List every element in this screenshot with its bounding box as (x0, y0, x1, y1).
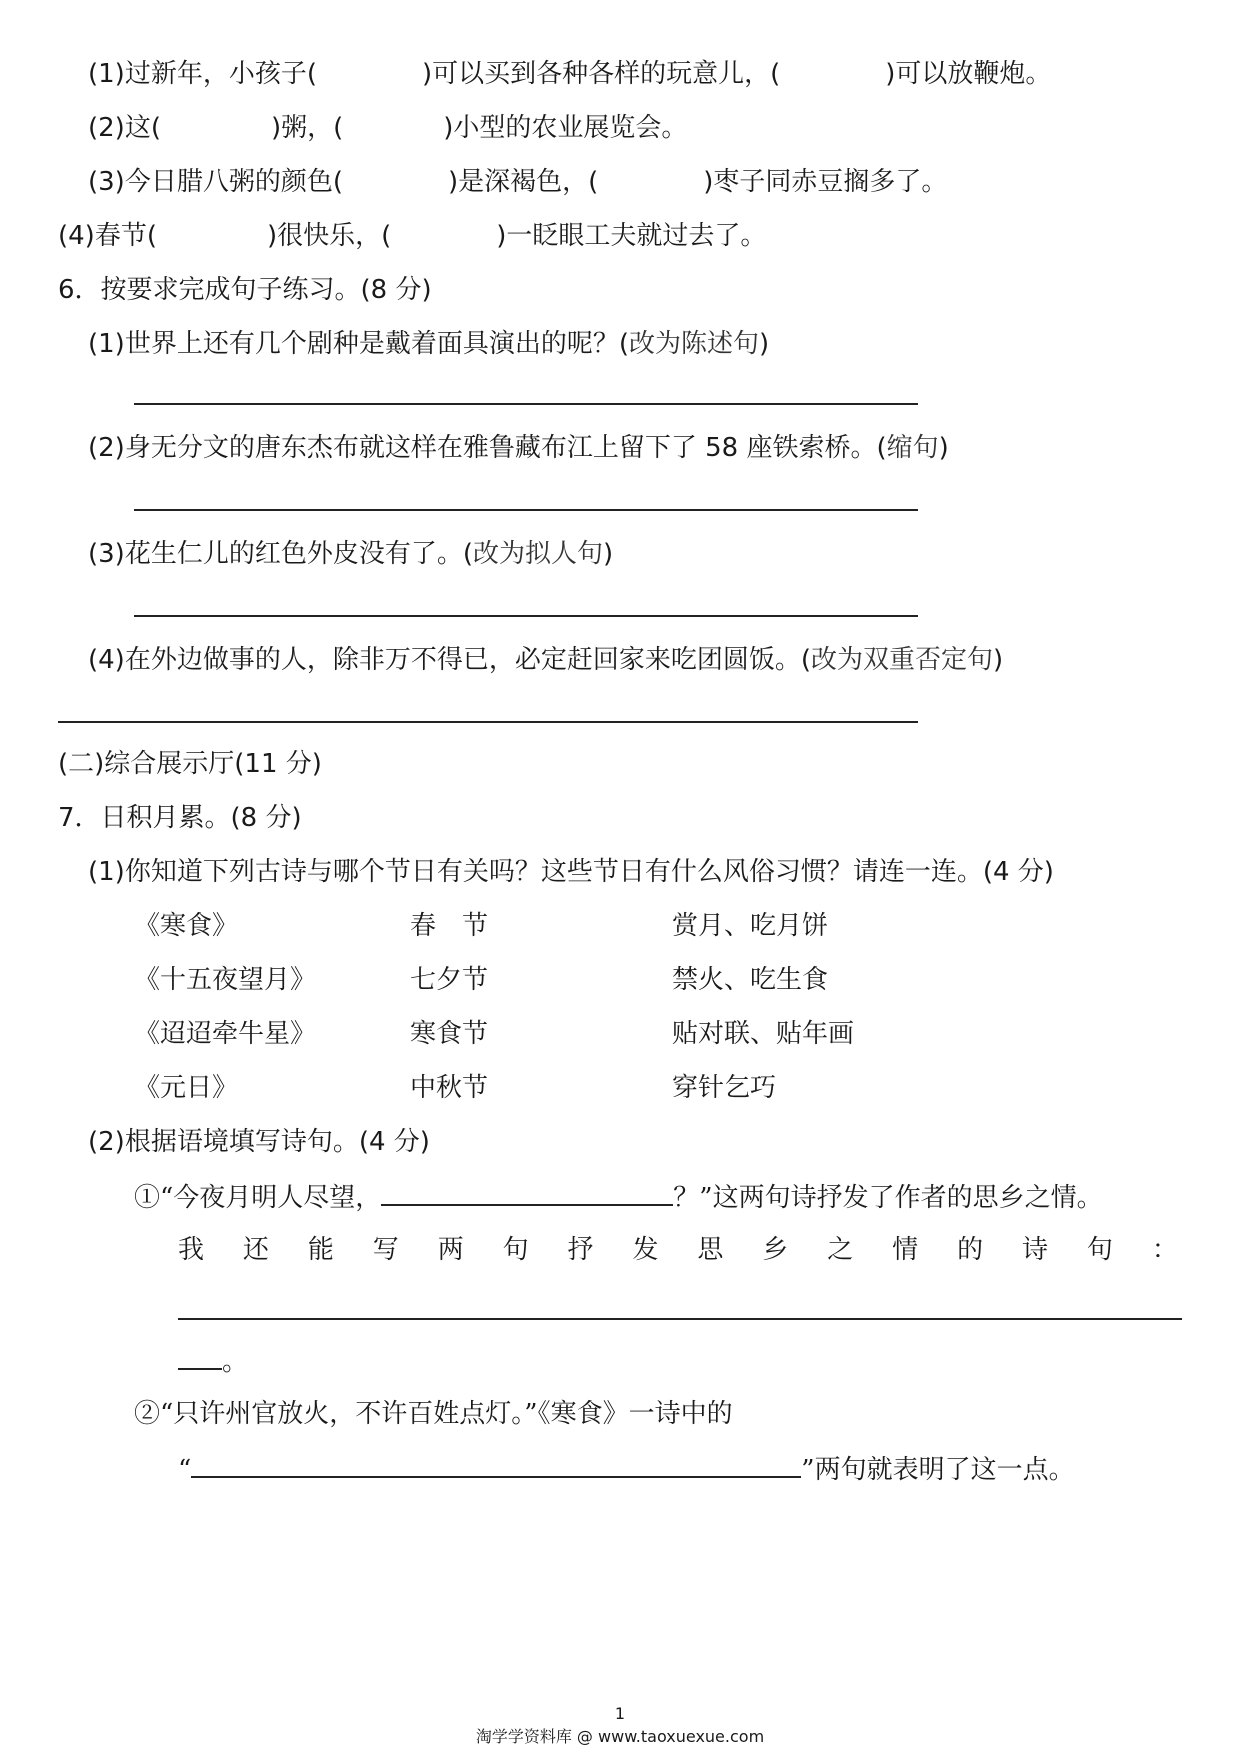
q7-part2-prompt: (2)根据语境填写诗句。(4 分) (88, 1127, 430, 1157)
q6-item-2: (2)身无分文的唐东杰布就这样在雅鲁藏布江上留下了 58 座铁索桥。(缩句) (88, 433, 949, 463)
poem-blank-2[interactable] (191, 1450, 801, 1478)
q6-item-1: (1)世界上还有几个剧种是戴着面具演出的呢？(改为陈述句) (88, 329, 770, 359)
q6-title: 6．按要求完成句子练习。(8 分) (58, 275, 432, 305)
festival-1[interactable]: 春 节 (410, 911, 489, 941)
q7-part2-sub1-chars: 我 还 能 写 两 句 抒 发 思 乡 之 情 的 诗 句 ： (178, 1235, 1178, 1265)
q5-item-2: (2)这( )粥，( )小型的农业展览会。 (88, 113, 688, 143)
q5-item-3: (3)今日腊八粥的颜色( )是深褐色，( )枣子同赤豆搁多了。 (88, 167, 948, 197)
poem-3[interactable]: 《迢迢牵牛星》 (134, 1019, 317, 1049)
festival-3[interactable]: 寒食节 (410, 1019, 489, 1049)
q5-item-4: (4)春节( )很快乐，( )一眨眼工夫就过去了。 (58, 221, 767, 251)
poem-blank-1[interactable] (381, 1178, 673, 1206)
q7-part2-sub2: ②“只许州官放火，不许百姓点灯。”《寒食》一诗中的 (134, 1399, 733, 1429)
q6-answer-line-1[interactable] (134, 403, 918, 405)
section-2-title: (二)综合展示厅(11 分) (58, 749, 322, 779)
q7-part2-sub2-line: “ ”两句就表明了这一点。 (178, 1450, 1075, 1488)
q7-title: 7．日积月累。(8 分) (58, 803, 302, 833)
poem-2[interactable]: 《十五夜望月》 (134, 965, 317, 995)
custom-1[interactable]: 赏月、吃月饼 (672, 911, 829, 941)
poem-answer-line[interactable] (178, 1318, 1182, 1320)
q7-part2-sub1: ①“今夜月明人尽望， ？”这两句诗抒发了作者的思乡之情。 (134, 1178, 1103, 1216)
poem-answer-line-end[interactable] (178, 1342, 222, 1370)
q6-answer-line-4[interactable] (58, 721, 918, 723)
q5-item-1: (1)过新年，小孩子( )可以买到各种各样的玩意儿，( )可以放鞭炮。 (88, 59, 1052, 89)
poem-4[interactable]: 《元日》 (134, 1073, 239, 1103)
festival-4[interactable]: 中秋节 (410, 1073, 489, 1103)
q6-item-4: (4)在外边做事的人，除非万不得已，必定赶回家来吃团圆饭。(改为双重否定句) (88, 645, 1004, 675)
custom-4[interactable]: 穿针乞巧 (672, 1073, 777, 1103)
q6-answer-line-3[interactable] (134, 615, 918, 617)
q6-answer-line-2[interactable] (134, 509, 918, 511)
footer-source: 淘学学资料库 @ www.taoxuexue.com (475, 1727, 765, 1746)
festival-2[interactable]: 七夕节 (410, 965, 489, 995)
q7-part2-sub1-end: 。 (178, 1342, 248, 1380)
q6-item-3: (3)花生仁儿的红色外皮没有了。(改为拟人句) (88, 539, 614, 569)
custom-3[interactable]: 贴对联、贴年画 (672, 1019, 855, 1049)
page-number: 1 (614, 1704, 626, 1723)
q7-part1-prompt: (1)你知道下列古诗与哪个节日有关吗？这些节日有什么风俗习惯？请连一连。(4 分) (88, 857, 1054, 887)
custom-2[interactable]: 禁火、吃生食 (672, 965, 829, 995)
poem-1[interactable]: 《寒食》 (134, 911, 239, 941)
